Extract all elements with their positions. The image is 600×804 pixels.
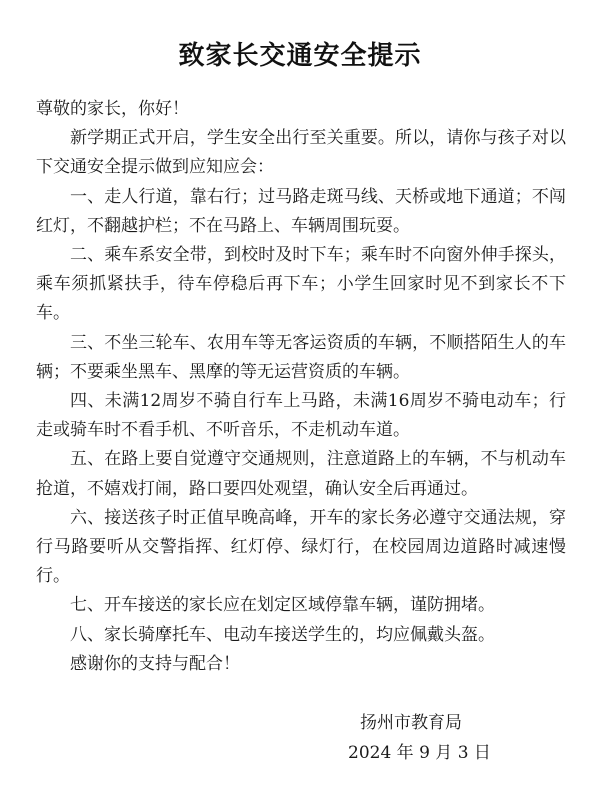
tip-item-6: 六、接送孩子时正值早晚高峰，开车的家长务必遵守交通法规，穿行马路要听从交警指挥、红灯停、绿灯行，在校园周边道路时减速慢行。 xyxy=(36,507,566,587)
signature-organization: 扬州市教育局 xyxy=(360,713,462,733)
tip-item-4: 四、未满12周岁不骑自行车上马路，未满16周岁不骑电动车；行走或骑车时不看手机、不听音乐，不走机动车道。 xyxy=(36,391,566,441)
document-body xyxy=(36,95,566,679)
document-title: 致家长交通安全提示 xyxy=(178,41,422,72)
signature-block xyxy=(348,708,548,768)
tip-item-2: 二、乘车系安全带，到校时及时下车；乘车时不向窗外伸手探头，乘车须抓紧扶手，待车停稳后再下车；小学生回家时见不到家长不下车。 xyxy=(36,245,566,324)
tip-item-5: 五、在路上要自觉遵守交通规则，注意道路上的车辆，不与机动车抢道，不嬉戏打闹，路口要四处观望，确认安全后再通过。 xyxy=(36,449,566,499)
greeting: 尊敬的家长，你好！ xyxy=(36,99,189,119)
tip-item-7: 七、开车接送的家长应在划定区域停靠车辆，谨防拥堵。 xyxy=(70,595,495,616)
tip-item-3: 三、不坐三轮车、农用车等无客运资质的车辆，不顺搭陌生人的车辆；不要乘坐黑车、黑摩的等无运营资质的车辆。 xyxy=(36,332,566,382)
intro-paragraph: 新学期正式开启，学生安全出行至关重要。所以，请你与孩子对以下交通安全提示做到应知应会： xyxy=(36,128,566,178)
closing-line: 感谢你的支持与配合！ xyxy=(70,653,240,674)
signature-date: 2024 年 9 月 3 日 xyxy=(348,743,491,763)
tip-item-8: 八、家长骑摩托车、电动车接送学生的，均应佩戴头盔。 xyxy=(70,624,495,645)
tip-item-1: 一、走人行道，靠右行；过马路走斑马线、天桥或地下通道；不闯红灯，不翻越护栏；不在马路上、车辆周围玩耍。 xyxy=(36,186,566,236)
